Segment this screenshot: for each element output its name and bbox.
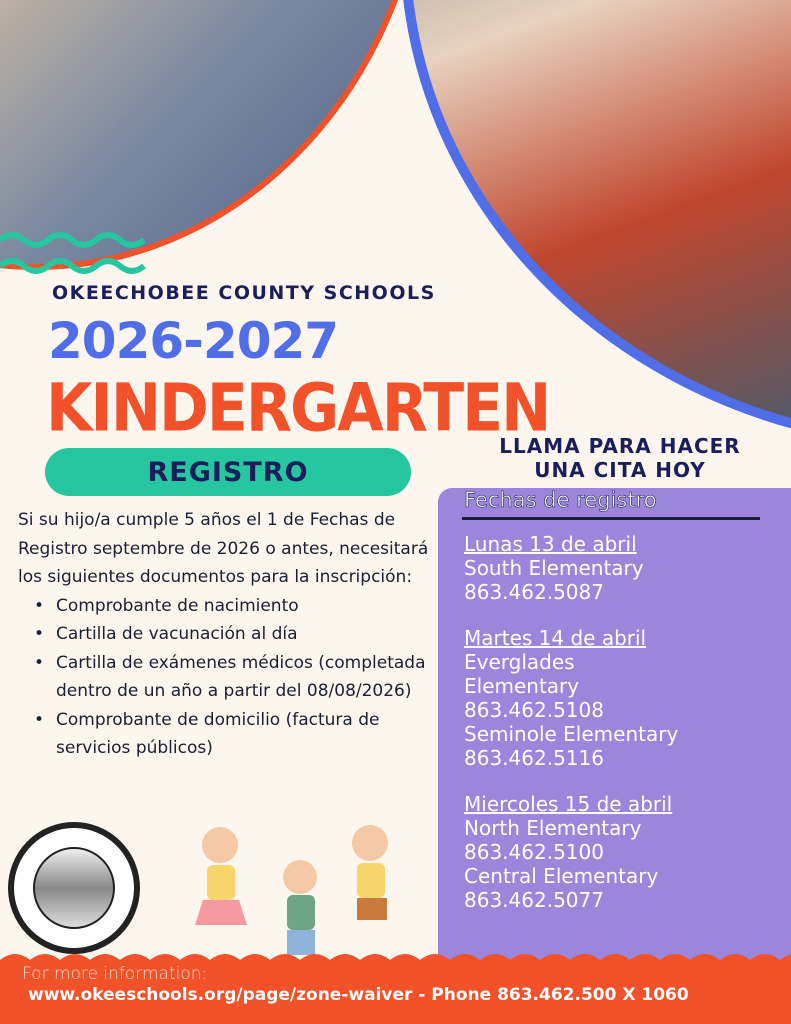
date-label: Lunas 13 de abril [464,532,637,556]
registration-badge: REGISTRO [45,448,411,496]
dates-list [464,532,784,934]
teal-wave-decoration [0,228,150,278]
school-name: OKEECHOBEE COUNTY SCHOOLS [52,282,436,304]
intro-paragraph: Si su hijo/a cumple 5 años el 1 de Fechas de Registro septembre de 2026 o antes, necesitará los siguientes documentos para la inscripción: [18,510,429,587]
school-line: North Elementary [464,816,642,840]
requirements-text [18,506,438,763]
call-line-1: LLAMA PARA HACER [499,434,741,458]
palm-tree-emblem [33,847,115,929]
date-group [464,792,784,912]
divider [462,517,760,520]
date-label: Miercoles 15 de abril [464,792,673,816]
list-item: • Cartilla de exámenes médicos (completada dentro de un año a partir del 08/08/2026) [18,649,438,706]
program-title: KINDERGARTEN [46,370,550,447]
date-group [464,626,784,770]
district-seal-logo [8,822,140,954]
school-line: Elementary [464,674,580,698]
school-line: Central Elementary [464,864,659,888]
document-list [18,592,438,763]
call-line-2: UNA CITA HOY [534,458,706,482]
school-line: Everglades [464,650,575,674]
school-line: Seminole Elementary [464,722,679,746]
date-group [464,532,784,604]
date-label: Martes 14 de abril [464,626,647,650]
phone-line: 863.462.5087 [464,580,604,604]
school-year: 2026-2027 [48,312,339,370]
phone-line: 863.462.5116 [464,746,604,770]
list-item: • Cartilla de vacunación al día [18,620,438,649]
list-item: • Comprobante de nacimiento [18,592,438,621]
phone-line: 863.462.5100 [464,840,604,864]
phone-line: 863.462.5077 [464,888,604,912]
phone-line: 863.462.5108 [464,698,604,722]
dates-title: Fechas de registro [464,488,657,512]
list-item: • Comprobante de domicilio (factura de servicios públicos) [18,706,438,763]
more-info-label: For more information: [22,964,208,984]
school-line: South Elementary [464,556,644,580]
contact-link[interactable]: www.okeeschools.org/page/zone-waiver - Phone 863.462.500 X 1060 [28,985,689,1005]
call-to-action [470,434,770,482]
